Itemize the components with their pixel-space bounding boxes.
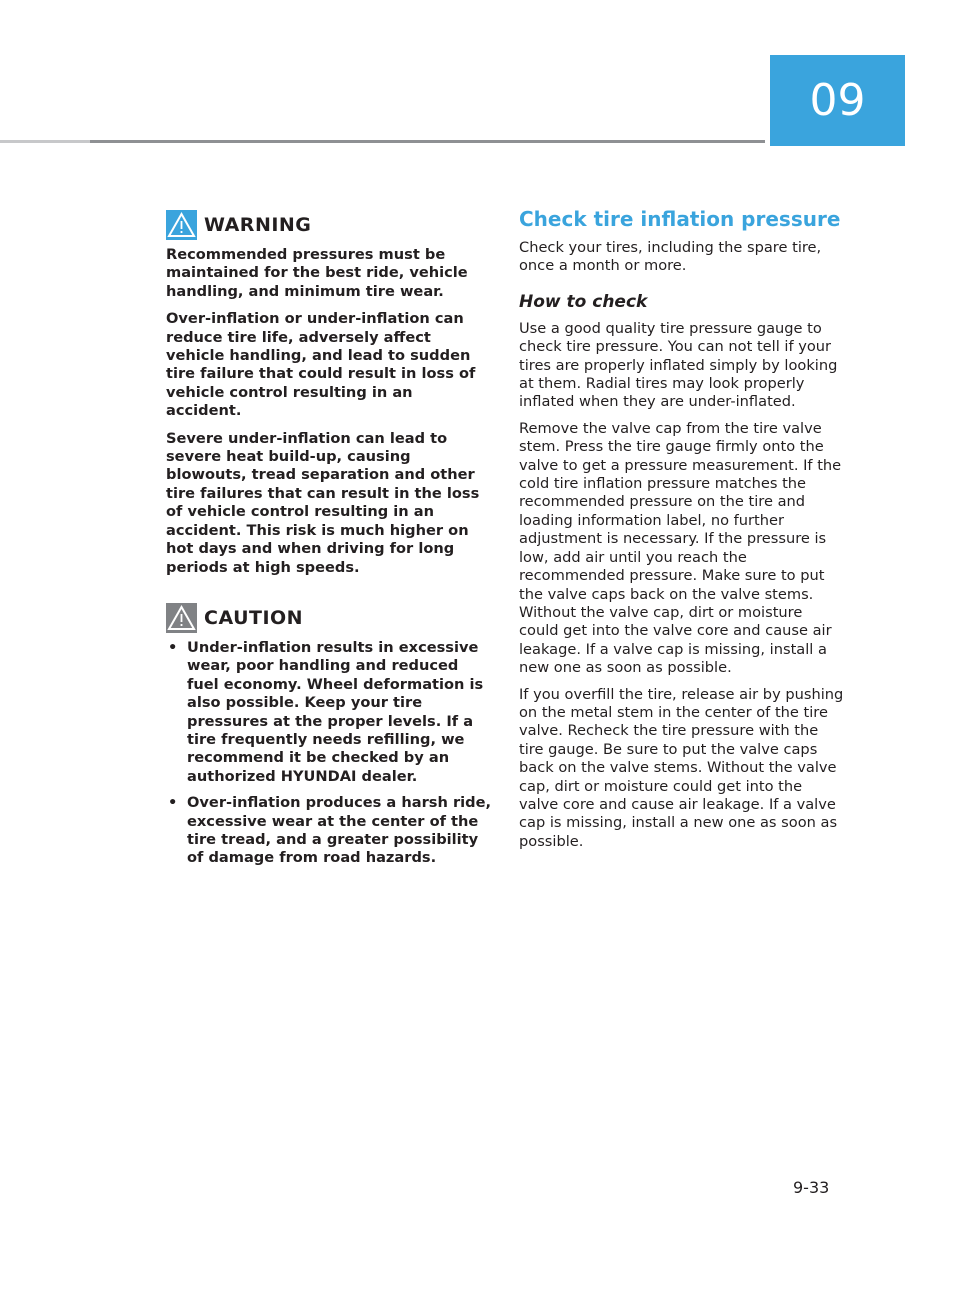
chapter-tab — [770, 55, 905, 146]
body-paragraph: Remove the valve cap from the tire valve stem. Press the tire gauge firmly onto the valve to get a pressure measurement. If the cold tire inflation pressure matches the recommended pressure on the tire and loading information label, no further adjustment is necessary. If the pressure is low, add air until you reach the recommended pressure. Make sure to put the valve caps back on the valve stems. Without the valve cap, dirt or moisture could get into the valve core and cause air leakage. If a valve cap is missing, install a new one as soon as possible. — [519, 419, 842, 677]
subheading: How to check — [519, 291, 648, 312]
caution-list — [166, 639, 492, 868]
warning-title: WARNING — [204, 214, 312, 236]
caution-item: • Over-inflation produces a harsh ride, excessive wear at the center of the tire tread, and a greater possibility of damage from road hazards. — [166, 794, 492, 868]
left-column — [166, 210, 492, 876]
warning-paragraph: Over-inflation or under-inflation can reduce tire life, adversely affect vehicle handling, and lead to sudden tire failure that could result in loss of vehicle control resulting in an accident. — [166, 310, 476, 420]
right-column — [519, 207, 845, 859]
warning-header — [166, 210, 492, 240]
body-paragraph: If you overfill the tire, release air by pushing on the metal stem in the center of the tire valve. Recheck the tire pressure with the tire gauge. Be sure to put the valve caps back on the valve stems. Without the valve cap, dirt or moisture could get into the valve core and cause air leakage. If a valve cap is missing, install a new one as soon as possible. — [519, 685, 844, 850]
warning-paragraph: Recommended pressures must be maintained for the best ride, vehicle handling, and minimum tire wear. — [166, 246, 468, 300]
warning-paragraph: Severe under-inflation can lead to severe heat build-up, causing blowouts, tread separation and other tire failures that can result in the loss of vehicle control resulting in an accident. This risk is much higher on hot days and when driving for long periods at high speeds. — [166, 429, 480, 576]
header-rule-accent — [90, 140, 765, 143]
page-number: 9-33 — [793, 1178, 830, 1197]
caution-box — [166, 603, 492, 868]
warning-box — [166, 210, 492, 577]
caution-triangle-icon — [166, 603, 197, 633]
warning-triangle-icon — [166, 210, 197, 240]
caution-title: CAUTION — [204, 606, 304, 629]
caution-header — [166, 603, 492, 633]
chapter-number: 09 — [809, 75, 866, 126]
section-title: Check tire inflation pressure — [519, 207, 841, 231]
caution-item: • Under-inflation results in excessive wear, poor handling and reduced fuel economy. Wheel deformation is also possible. Keep your tire pressures at the proper levels. If a tire frequently needs refilling, we recommend it be checked by an authorized HYUNDAI dealer. — [166, 639, 492, 786]
body-paragraph: Use a good quality tire pressure gauge to check tire pressure. You can not tell if your tires are properly inflated simply by looking at them. Radial tires may look properly inflated when they are under-inflated. — [519, 319, 838, 411]
section-intro: Check your tires, including the spare tire, once a month or more. — [519, 239, 822, 275]
